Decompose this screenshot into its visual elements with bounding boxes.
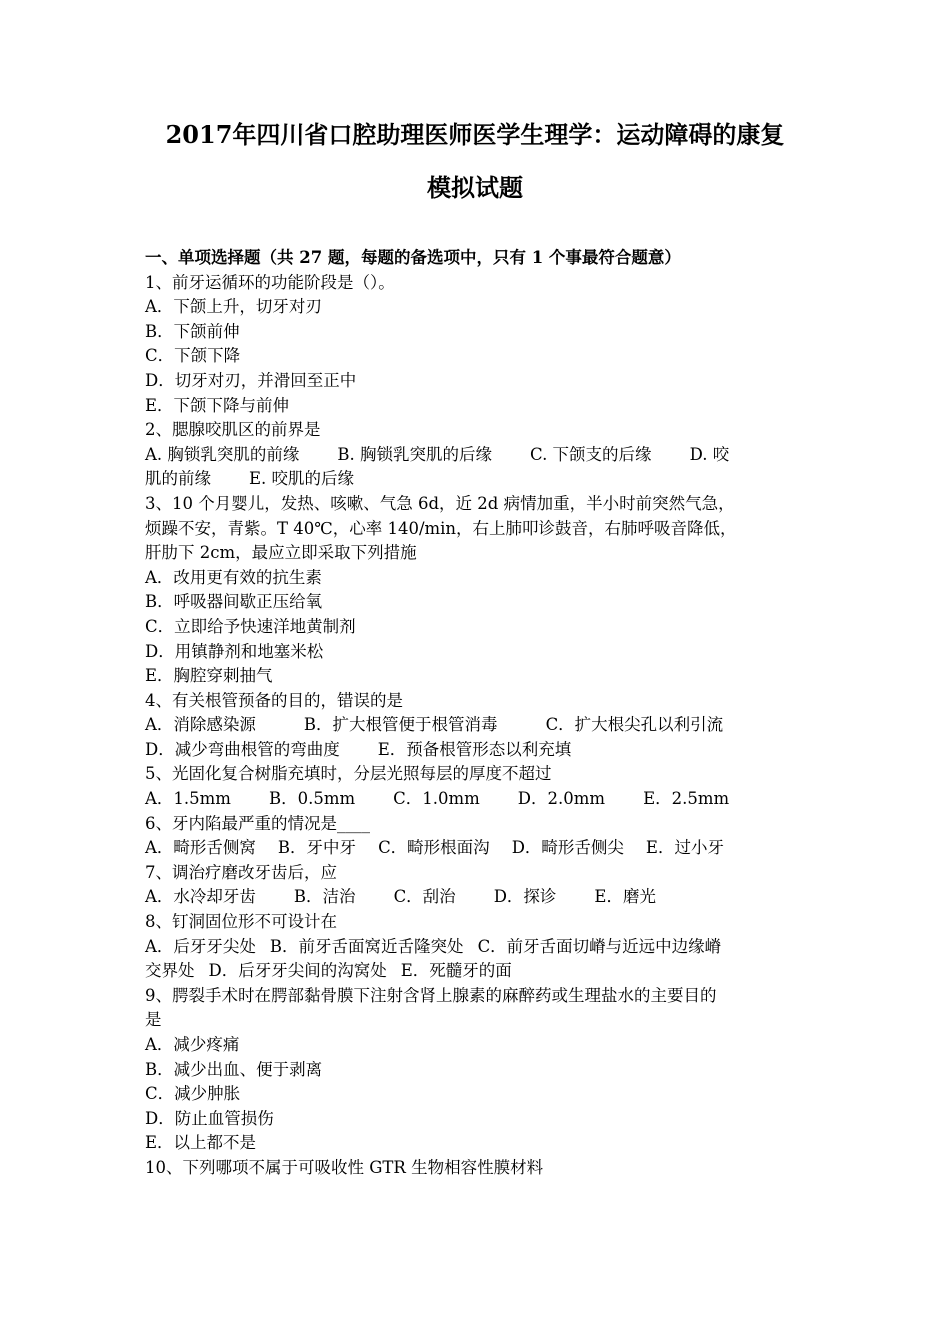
answer-option: B．扩大根管便于根管消毒	[303, 715, 498, 735]
answer-option: D．探诊	[493, 887, 557, 907]
question-stem: 9、腭裂手术时在腭部黏骨膜下注射含肾上腺素的麻醉药或生理盐水的主要目的	[145, 985, 717, 1005]
answer-option: E．下颌下降与前伸	[145, 395, 290, 415]
answer-option: A．消除感染源	[145, 715, 256, 735]
document-title-line-1: 2017年四川省口腔助理医师医学生理学：运动障碍的康复	[165, 120, 785, 149]
answer-option: A. 胸锁乳突肌的前缘	[145, 444, 300, 464]
question-stem: 4、有关根管预备的目的，错误的是	[145, 690, 403, 710]
answer-option: C．扩大根尖孔以利引流	[545, 715, 724, 735]
answer-option: C．前牙舌面切嵴与近远中边缘嵴	[477, 936, 722, 956]
answer-option: A．后牙牙尖处	[145, 936, 256, 956]
question-stem: 10、下列哪项不属于可吸收性 GTR 生物相容性膜材料	[145, 1157, 544, 1177]
answer-option: B．减少出血、便于剥离	[145, 1059, 323, 1079]
answer-option: C．减少肿胀	[145, 1084, 241, 1104]
answer-option: E. 咬肌的后缘	[249, 469, 355, 489]
answer-option: A．水冷却牙齿	[145, 887, 256, 907]
answer-option: E．磨光	[594, 887, 656, 907]
answer-option: A．减少疼痛	[145, 1035, 240, 1054]
question-stem: 2、腮腺咬肌区的前界是	[145, 420, 321, 440]
answer-option: B. 胸锁乳突肌的后缘	[337, 444, 493, 464]
question-stem: 肝肋下 2cm，最应立即采取下列措施	[145, 543, 417, 563]
option-row	[145, 713, 815, 738]
option-row	[145, 787, 815, 812]
answer-option: D．用镇静剂和地塞米松	[145, 641, 324, 661]
answer-option: A．下颌上升，切牙对刃	[145, 297, 322, 317]
option-row	[145, 959, 815, 984]
answer-option: D．切牙对刃，并滑回至正中	[145, 370, 357, 390]
option-row	[145, 885, 815, 910]
option-row	[145, 443, 815, 468]
option-row	[145, 935, 815, 960]
answer-option: B．牙中牙	[277, 838, 357, 858]
answer-option: E．预备根管形态以利充填	[377, 739, 572, 759]
answer-option: 肌的前缘	[145, 469, 211, 489]
document-title-line-2: 模拟试题	[427, 173, 523, 202]
answer-option: D．减少弯曲根管的弯曲度	[145, 739, 340, 759]
answer-option: E．以上都不是	[145, 1133, 257, 1153]
answer-option: A．畸形舌侧窝	[145, 838, 256, 858]
answer-option: C．刮治	[393, 887, 456, 907]
answer-option: C. 下颌支的后缘	[530, 444, 652, 464]
answer-option: E．胸腔穿刺抽气	[145, 666, 273, 686]
answer-option: B．洁治	[293, 887, 356, 907]
question-stem: 5、光固化复合树脂充填时，分层光照每层的厚度不超过	[145, 764, 552, 784]
question-stem: 烦躁不安，青紫。T 40℃，心率 140/min，右上肺叩诊鼓音，右肺呼吸音降低，	[145, 518, 737, 538]
document-body	[145, 246, 815, 1181]
question-stem: 8、钉洞固位形不可设计在	[145, 912, 337, 932]
question-stem: 3、10 个月婴儿，发热、咳嗽、气急 6d，近 2d 病情加重，半小时前突然气急，	[145, 493, 735, 513]
question-stem: 7、调治疗磨改牙齿后，应	[145, 862, 337, 882]
answer-option: C．1.0mm	[393, 789, 480, 809]
answer-option: 交界处	[145, 961, 195, 981]
answer-option: D．2.0mm	[517, 789, 606, 809]
answer-option: C．畸形根面沟	[378, 838, 490, 858]
answer-option: D. 咬	[689, 444, 730, 464]
answer-option: E．死髓牙的面	[400, 961, 512, 981]
answer-option: A．1.5mm	[145, 789, 231, 809]
answer-option: C．下颌下降	[145, 346, 241, 366]
section-heading: 一、单项选择题（共 27 题，每题的备选项中，只有 1 个事最符合题意）	[145, 248, 681, 267]
answer-option: A．改用更有效的抗生素	[145, 567, 322, 587]
option-row	[145, 738, 815, 763]
question-stem: 是	[145, 1010, 162, 1030]
option-row	[145, 836, 815, 861]
answer-option: B．0.5mm	[268, 789, 356, 809]
option-row	[145, 467, 815, 492]
answer-option: B．呼吸器间歇正压给氧	[145, 592, 323, 612]
answer-option: D．畸形舌侧尖	[511, 838, 624, 858]
answer-option: E．2.5mm	[643, 789, 730, 809]
question-stem: 6、牙内陷最严重的情况是____	[145, 813, 370, 833]
answer-option: B．前牙舌面窝近舌隆突处	[269, 936, 464, 956]
answer-option: D．后牙牙尖间的沟窝处	[208, 961, 387, 981]
question-stem: 1、前牙运循环的功能阶段是（）。	[145, 272, 395, 292]
answer-option: D．防止血管损伤	[145, 1108, 274, 1128]
answer-option: E．过小牙	[645, 838, 724, 858]
answer-option: B．下颌前伸	[145, 321, 240, 341]
answer-option: C．立即给予快速洋地黄制剂	[145, 616, 356, 636]
